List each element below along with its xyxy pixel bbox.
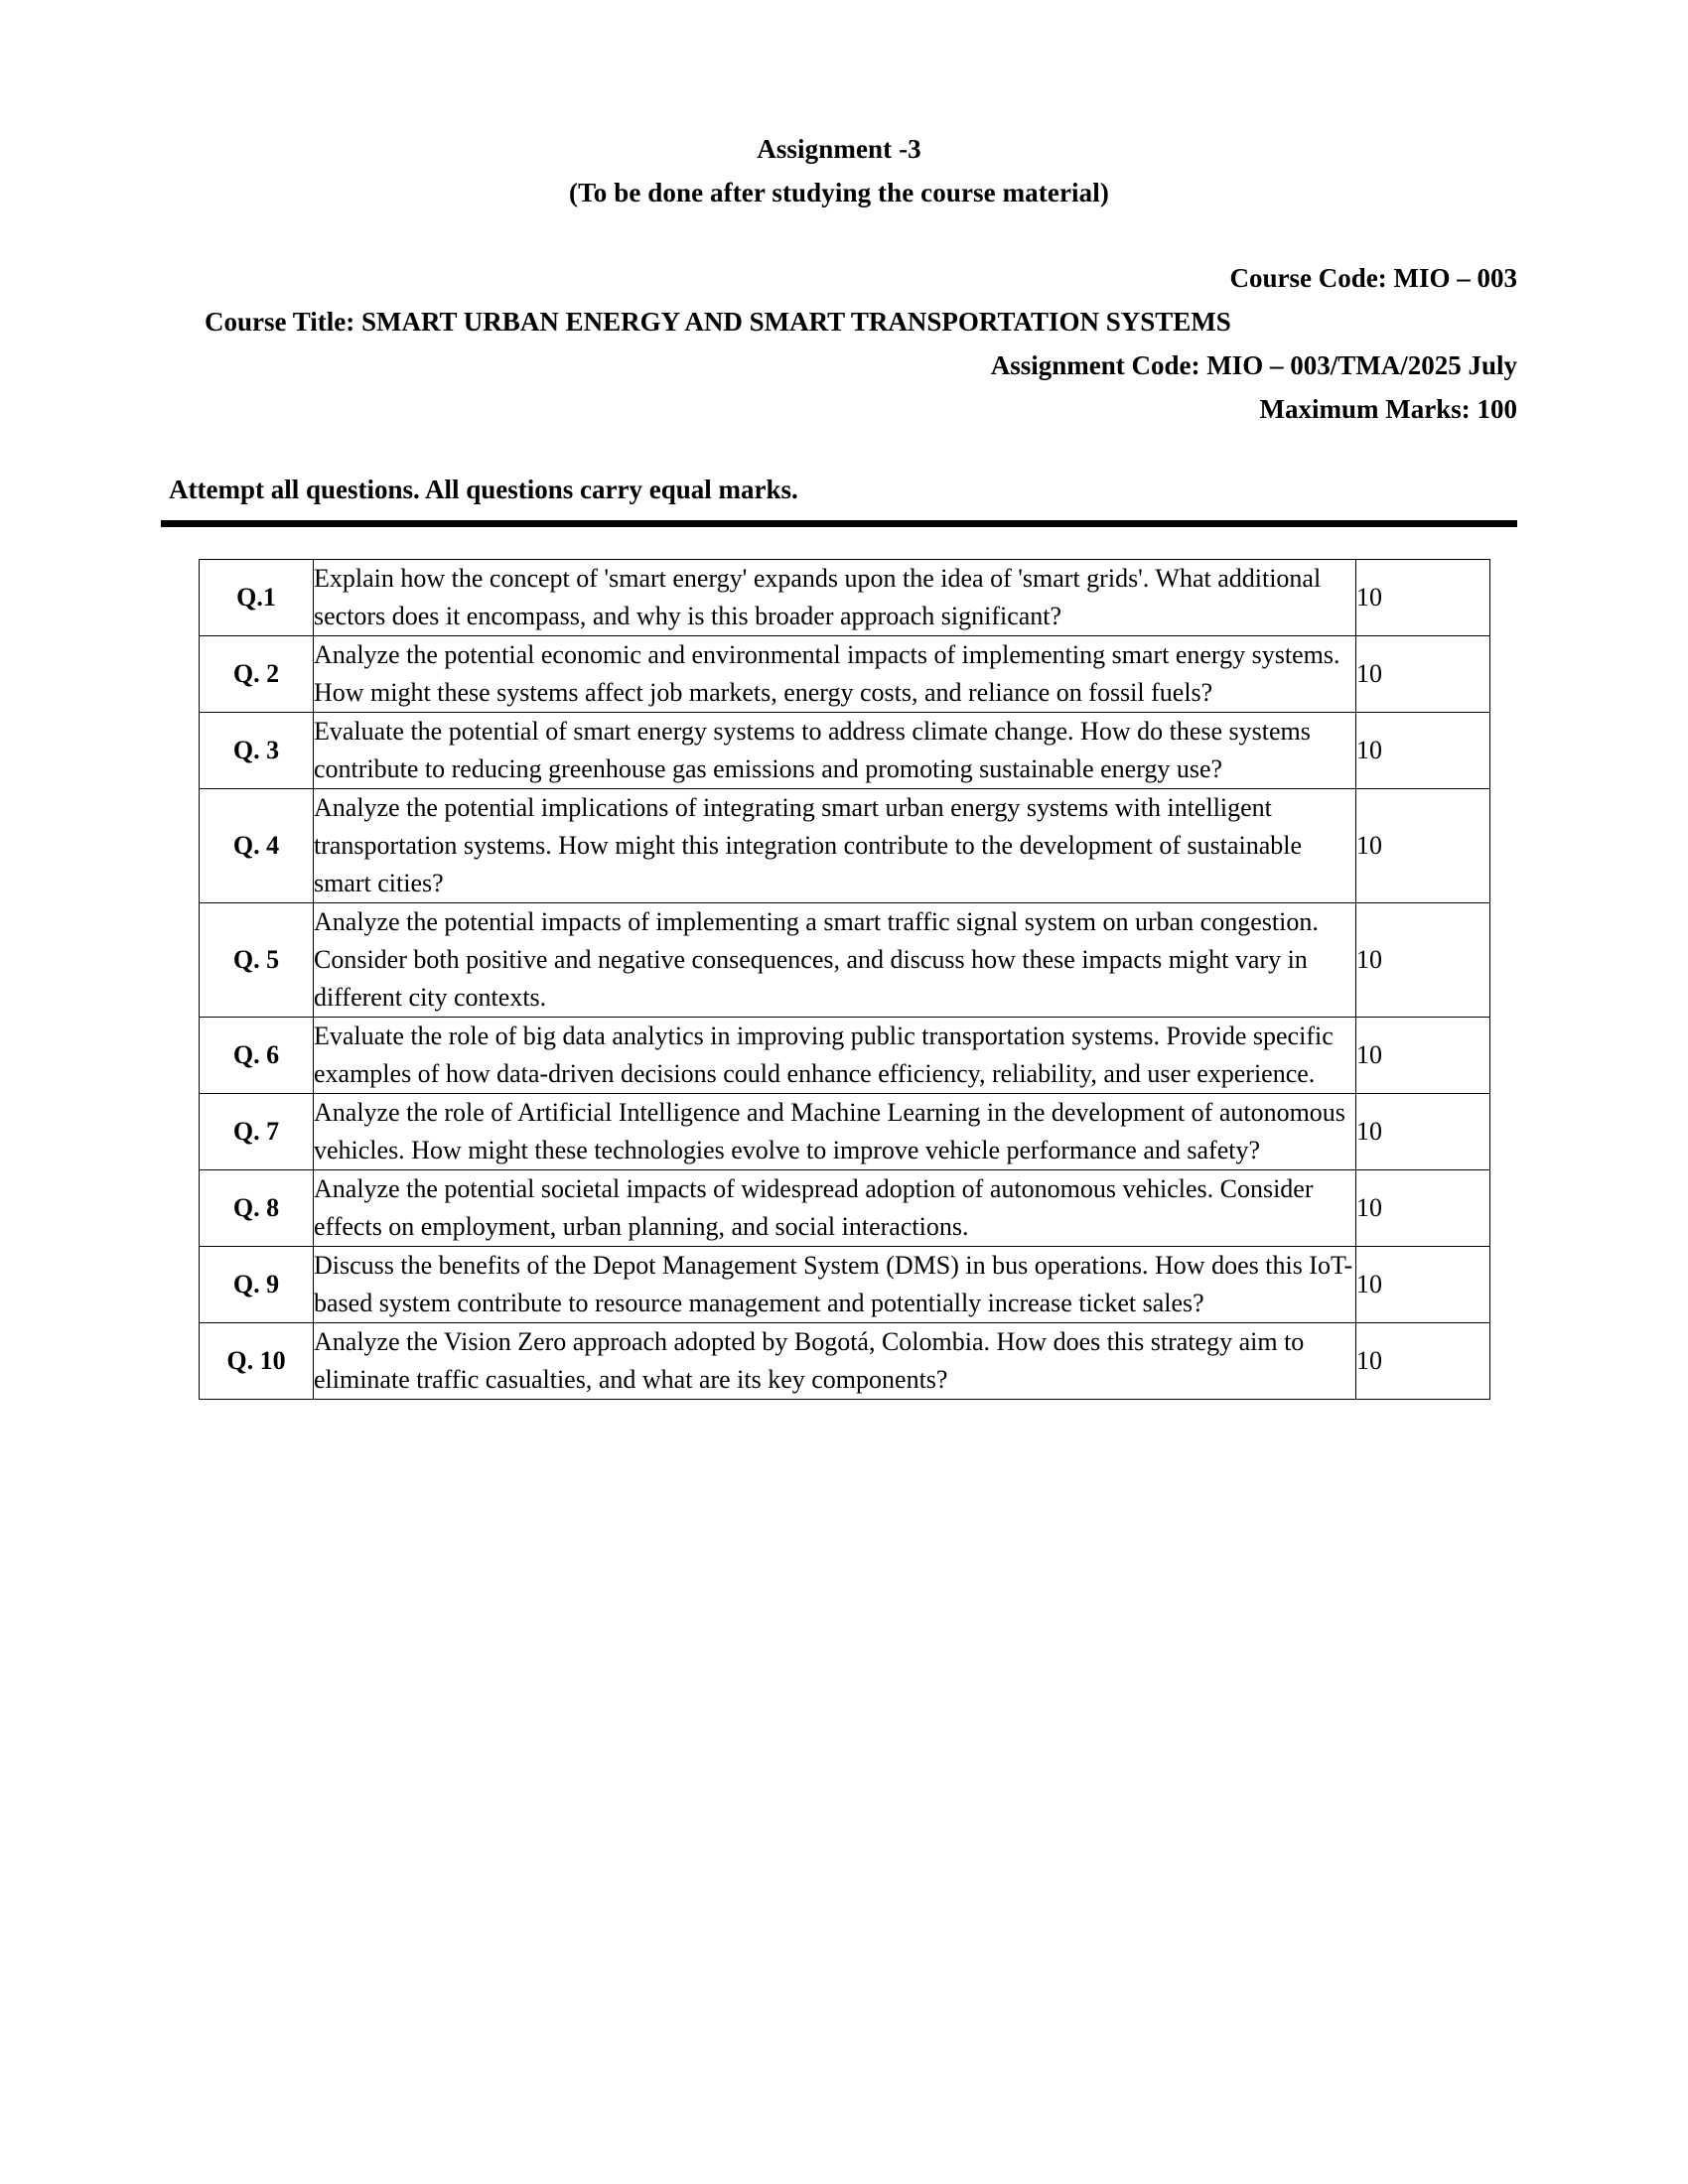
- table-row: [200, 1247, 1490, 1323]
- question-marks: 10: [1356, 789, 1490, 903]
- question-number: Q. 7: [200, 1094, 314, 1170]
- question-marks: 10: [1356, 1323, 1490, 1400]
- course-meta-block: [161, 256, 1517, 431]
- question-marks: 10: [1356, 1094, 1490, 1170]
- question-marks: 10: [1356, 1170, 1490, 1247]
- question-number: Q. 3: [200, 713, 314, 789]
- course-title: Course Title: SMART URBAN ENERGY AND SMART TRANSPORTATION SYSTEMS: [205, 307, 1231, 337]
- instruction-block: [161, 473, 1517, 506]
- question-text: Analyze the role of Artificial Intelligence and Machine Learning in the development of autonomous vehicles. How might these technologies evolve to improve vehicle performance and safety?: [314, 1094, 1356, 1170]
- question-text: Evaluate the role of big data analytics in improving public transportation systems. Provide specific examples of how data-driven decisions could enhance efficiency, reliability, and user experience.: [314, 1018, 1356, 1094]
- question-text: Analyze the potential implications of integrating smart urban energy systems with intelligent transportation systems. How might this integration contribute to the development of sustainable smart cities?: [314, 789, 1356, 903]
- table-row: [200, 713, 1490, 789]
- questions-table-body: [200, 560, 1490, 1400]
- table-row: [200, 560, 1490, 636]
- question-marks: 10: [1356, 1247, 1490, 1323]
- attempt-instruction: Attempt all questions. All questions carry equal marks.: [169, 475, 798, 504]
- question-text: Analyze the potential impacts of implementing a smart traffic signal system on urban congestion. Consider both positive and negative consequences, and discuss how these impacts might vary in different city contexts.: [314, 903, 1356, 1018]
- question-text: Evaluate the potential of smart energy systems to address climate change. How do these systems contribute to reducing greenhouse gas emissions and promoting sustainable energy use?: [314, 713, 1356, 789]
- assignment-title: Assignment -3: [757, 134, 921, 164]
- question-marks: 10: [1356, 903, 1490, 1018]
- question-marks: 10: [1356, 560, 1490, 636]
- question-number: Q. 4: [200, 789, 314, 903]
- question-text: Discuss the benefits of the Depot Management System (DMS) in bus operations. How does this IoT-based system contribute to resource management and potentially increase ticket sales?: [314, 1247, 1356, 1323]
- table-row: [200, 636, 1490, 713]
- question-text: Analyze the potential economic and environmental impacts of implementing smart energy systems. How might these systems affect job markets, energy costs, and reliance on fossil fuels?: [314, 636, 1356, 713]
- table-row: [200, 1018, 1490, 1094]
- assignment-subtitle: (To be done after studying the course material): [569, 178, 1109, 207]
- document-header: [161, 0, 1517, 214]
- question-number: Q. 9: [200, 1247, 314, 1323]
- table-row: [200, 903, 1490, 1018]
- course-code: Course Code: MIO – 003: [1229, 263, 1517, 293]
- page-content: [161, 0, 1517, 1400]
- table-row: [200, 1170, 1490, 1247]
- question-marks: 10: [1356, 636, 1490, 713]
- question-number: Q. 10: [200, 1323, 314, 1400]
- question-text: Analyze the Vision Zero approach adopted by Bogotá, Colombia. How does this strategy aim to eliminate traffic casualties, and what are its key components?: [314, 1323, 1356, 1400]
- questions-table: [199, 559, 1490, 1400]
- table-row: [200, 789, 1490, 903]
- horizontal-rule: [161, 520, 1517, 527]
- question-number: Q. 5: [200, 903, 314, 1018]
- table-row: [200, 1323, 1490, 1400]
- question-number: Q. 6: [200, 1018, 314, 1094]
- question-marks: 10: [1356, 713, 1490, 789]
- question-number: Q. 8: [200, 1170, 314, 1247]
- question-text: Explain how the concept of 'smart energy' expands upon the idea of 'smart grids'. What additional sectors does it encompass, and why is this broader approach significant?: [314, 560, 1356, 636]
- table-row: [200, 1094, 1490, 1170]
- question-number: Q.1: [200, 560, 314, 636]
- assignment-code: Assignment Code: MIO – 003/TMA/2025 July: [990, 350, 1517, 380]
- questions-table-wrapper: [161, 559, 1517, 1400]
- question-marks: 10: [1356, 1018, 1490, 1094]
- question-text: Analyze the potential societal impacts of widespread adoption of autonomous vehicles. Consider effects on employment, urban planning, and social interactions.: [314, 1170, 1356, 1247]
- question-number: Q. 2: [200, 636, 314, 713]
- maximum-marks: Maximum Marks: 100: [1259, 394, 1517, 424]
